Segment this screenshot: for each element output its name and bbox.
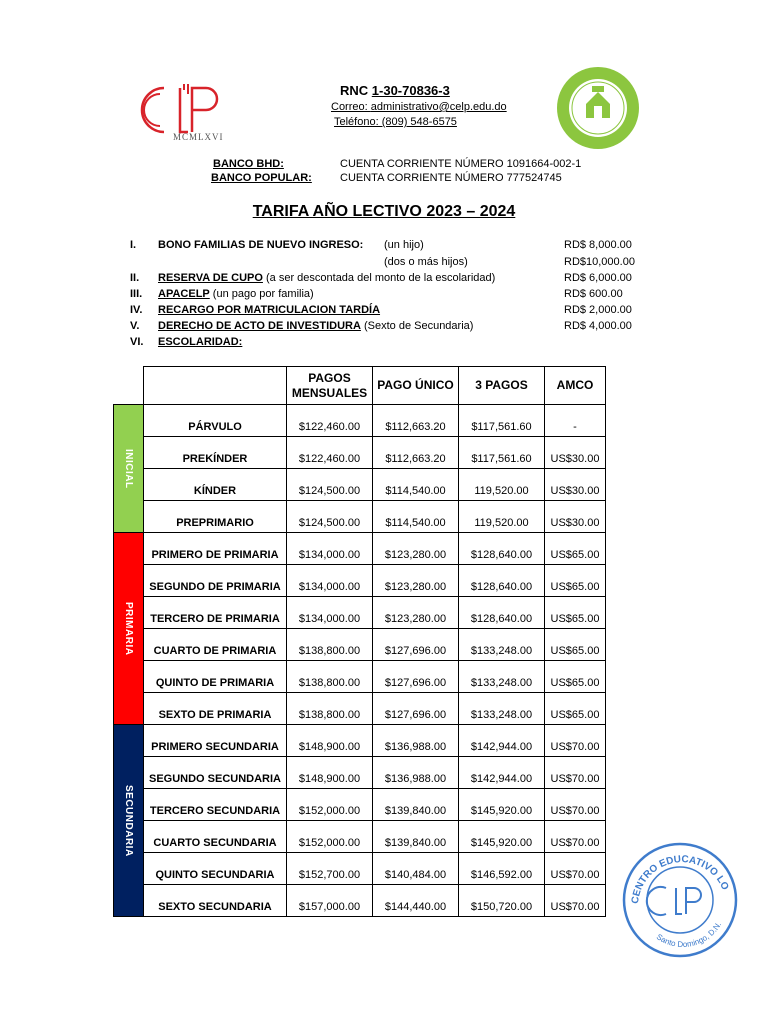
- cell-single: $140,484.00: [373, 853, 459, 885]
- table-row: [114, 597, 606, 629]
- item-4-amount: RD$ 2,000.00: [564, 304, 632, 316]
- cell-amco: -: [545, 405, 606, 437]
- grade-name: PREPRIMARIO: [144, 501, 287, 533]
- item-3-amount: RD$ 600.00: [564, 288, 623, 300]
- stamp-top-text: CENTRO EDUCATIVO LO: [629, 854, 731, 905]
- page-title: TARIFA AÑO LECTIVO 2023 – 2024: [252, 203, 516, 220]
- item-3-number: III.: [130, 288, 143, 300]
- cell-amco: US$65.00: [545, 533, 606, 565]
- item-1-amount1: RD$ 8,000.00: [564, 239, 632, 251]
- item-5-amount: RD$ 4,000.00: [564, 320, 632, 332]
- cell-single: $139,840.00: [373, 821, 459, 853]
- cell-three: $133,248.00: [459, 629, 545, 661]
- cell-amco: US$65.00: [545, 661, 606, 693]
- bank-bhd-account: CUENTA CORRIENTE NÚMERO 1091664-002-1: [340, 158, 582, 170]
- table-row: [114, 853, 606, 885]
- grade-name: CUARTO SECUNDARIA: [144, 821, 287, 853]
- cell-three: 119,520.00: [459, 501, 545, 533]
- table-row: [114, 725, 606, 757]
- cell-monthly: $148,900.00: [287, 725, 373, 757]
- cell-monthly: $134,000.00: [287, 533, 373, 565]
- stamp-bottom-text: Santo Domingo, D.N.: [654, 920, 724, 950]
- cell-amco: US$70.00: [545, 725, 606, 757]
- section-label-primaria: PRIMARIA: [114, 533, 144, 725]
- cell-single: $123,280.00: [373, 565, 459, 597]
- cell-amco: US$30.00: [545, 437, 606, 469]
- cell-monthly: $148,900.00: [287, 757, 373, 789]
- cell-three: $133,248.00: [459, 661, 545, 693]
- table-row: [114, 661, 606, 693]
- cell-monthly: $134,000.00: [287, 597, 373, 629]
- item-3-label: APACELP (un pago por familia): [158, 288, 314, 300]
- cell-amco: US$65.00: [545, 629, 606, 661]
- cell-monthly: $122,460.00: [287, 437, 373, 469]
- table-row: [114, 757, 606, 789]
- cell-single: $123,280.00: [373, 597, 459, 629]
- cell-single: $127,696.00: [373, 693, 459, 725]
- cell-single: $127,696.00: [373, 661, 459, 693]
- grade-name: PRIMERO DE PRIMARIA: [144, 533, 287, 565]
- cell-monthly: $152,000.00: [287, 821, 373, 853]
- section-label-inicial: INICIAL: [114, 405, 144, 533]
- grade-name: SEXTO DE PRIMARIA: [144, 693, 287, 725]
- cell-single: $114,540.00: [373, 469, 459, 501]
- grade-name: QUINTO SECUNDARIA: [144, 853, 287, 885]
- item-4-number: IV.: [130, 304, 143, 316]
- cell-monthly: $152,000.00: [287, 789, 373, 821]
- item-1-number: I.: [130, 239, 137, 251]
- green-seal: [556, 66, 640, 150]
- item-5-number: V.: [130, 320, 140, 332]
- cell-monthly: $157,000.00: [287, 885, 373, 917]
- phone-line: Teléfono: (809) 548-6575: [334, 116, 457, 128]
- cell-three: $142,944.00: [459, 725, 545, 757]
- cell-amco: US$70.00: [545, 821, 606, 853]
- table-row: [114, 469, 606, 501]
- bank-bhd-label: BANCO BHD:: [213, 158, 284, 170]
- table-row: [114, 533, 606, 565]
- cell-amco: US$65.00: [545, 693, 606, 725]
- logo-roman-year: MCMLXVI: [173, 132, 224, 142]
- table-row: [114, 789, 606, 821]
- grade-name: CUARTO DE PRIMARIA: [144, 629, 287, 661]
- item-6-label: ESCOLARIDAD:: [158, 336, 243, 348]
- tuition-table: [113, 366, 606, 917]
- grade-name: SEGUNDO SECUNDARIA: [144, 757, 287, 789]
- grade-name: TERCERO DE PRIMARIA: [144, 597, 287, 629]
- item-2-number: II.: [130, 272, 140, 284]
- cell-monthly: $138,800.00: [287, 693, 373, 725]
- grade-name: TERCERO SECUNDARIA: [144, 789, 287, 821]
- grade-name: KÍNDER: [144, 469, 287, 501]
- cell-three: 119,520.00: [459, 469, 545, 501]
- table-row: [114, 437, 606, 469]
- table-header-row: [114, 367, 606, 405]
- col-monthly-header: PAGOS MENSUALES: [287, 367, 373, 405]
- item-5-label: DERECHO DE ACTO DE INVESTIDURA (Sexto de Secundaria): [158, 320, 474, 332]
- table-row: [114, 565, 606, 597]
- cell-single: $112,663.20: [373, 405, 459, 437]
- cell-amco: US$70.00: [545, 885, 606, 917]
- cell-monthly: $152,700.00: [287, 853, 373, 885]
- bank-popular-account: CUENTA CORRIENTE NÚMERO 777524745: [340, 172, 562, 184]
- table-row: [114, 629, 606, 661]
- grade-name: PREKÍNDER: [144, 437, 287, 469]
- cell-three: $145,920.00: [459, 821, 545, 853]
- table-row: [114, 885, 606, 917]
- item-1-sub1: (un hijo): [384, 239, 424, 251]
- cell-three: $150,720.00: [459, 885, 545, 917]
- grade-name: PRIMERO SECUNDARIA: [144, 725, 287, 757]
- cell-three: $117,561.60: [459, 437, 545, 469]
- cell-three: $142,944.00: [459, 757, 545, 789]
- item-2-amount: RD$ 6,000.00: [564, 272, 632, 284]
- cell-three: $128,640.00: [459, 533, 545, 565]
- cell-monthly: $138,800.00: [287, 661, 373, 693]
- table-row: [114, 501, 606, 533]
- cell-monthly: $124,500.00: [287, 469, 373, 501]
- cell-monthly: $124,500.00: [287, 501, 373, 533]
- table-row: [114, 405, 606, 437]
- table-row: [114, 821, 606, 853]
- celp-logo-mark: [136, 80, 228, 140]
- cell-three: $145,920.00: [459, 789, 545, 821]
- grade-name: PÁRVULO: [144, 405, 287, 437]
- cell-three: $128,640.00: [459, 597, 545, 629]
- item-6-number: VI.: [130, 336, 144, 348]
- table-row: [114, 693, 606, 725]
- cell-amco: US$65.00: [545, 597, 606, 629]
- cell-single: $112,663.20: [373, 437, 459, 469]
- email-link[interactable]: administrativo@celp.edu.do: [370, 101, 507, 113]
- item-4-label: RECARGO POR MATRICULACION TARDÍA: [158, 304, 381, 316]
- item-1-sub2: (dos o más hijos): [384, 256, 468, 268]
- col-single-header: PAGO ÚNICO: [373, 367, 459, 405]
- cell-single: $123,280.00: [373, 533, 459, 565]
- item-1-label: BONO FAMILIAS DE NUEVO INGRESO:: [158, 239, 364, 251]
- grade-name: SEGUNDO DE PRIMARIA: [144, 565, 287, 597]
- cell-monthly: $138,800.00: [287, 629, 373, 661]
- school-logo: [136, 80, 228, 160]
- cell-monthly: $122,460.00: [287, 405, 373, 437]
- cell-single: $114,540.00: [373, 501, 459, 533]
- cell-single: $136,988.00: [373, 757, 459, 789]
- grade-name: SEXTO SECUNDARIA: [144, 885, 287, 917]
- rnc-number: 1-30-70836-3: [371, 83, 450, 98]
- cell-single: $136,988.00: [373, 725, 459, 757]
- cell-three: $146,592.00: [459, 853, 545, 885]
- cell-three: $128,640.00: [459, 565, 545, 597]
- email-line: Correo: administrativo@celp.edu.do: [331, 101, 507, 113]
- cell-amco: US$30.00: [545, 469, 606, 501]
- cell-amco: US$70.00: [545, 757, 606, 789]
- cell-single: $127,696.00: [373, 629, 459, 661]
- cell-amco: US$65.00: [545, 565, 606, 597]
- section-label-secundaria: SECUNDARIA: [114, 725, 144, 917]
- rnc-line: RNC 1-30-70836-3: [340, 83, 450, 98]
- cell-amco: US$70.00: [545, 789, 606, 821]
- cell-single: $144,440.00: [373, 885, 459, 917]
- cell-three: $133,248.00: [459, 693, 545, 725]
- blue-stamp: [620, 838, 740, 962]
- cell-amco: US$30.00: [545, 501, 606, 533]
- item-2-label: RESERVA DE CUPO (a ser descontada del monto de la escolaridad): [158, 272, 496, 284]
- cell-monthly: $134,000.00: [287, 565, 373, 597]
- item-1-amount2: RD$10,000.00: [564, 256, 635, 268]
- col-three-header: 3 PAGOS: [459, 367, 545, 405]
- cell-amco: US$70.00: [545, 853, 606, 885]
- bank-popular-label: BANCO POPULAR:: [211, 172, 312, 184]
- col-amco-header: AMCO: [545, 367, 606, 405]
- blue-stamp-icon: [620, 838, 740, 962]
- green-seal-icon: [556, 66, 640, 150]
- cell-three: $117,561.60: [459, 405, 545, 437]
- cell-single: $139,840.00: [373, 789, 459, 821]
- grade-name: QUINTO DE PRIMARIA: [144, 661, 287, 693]
